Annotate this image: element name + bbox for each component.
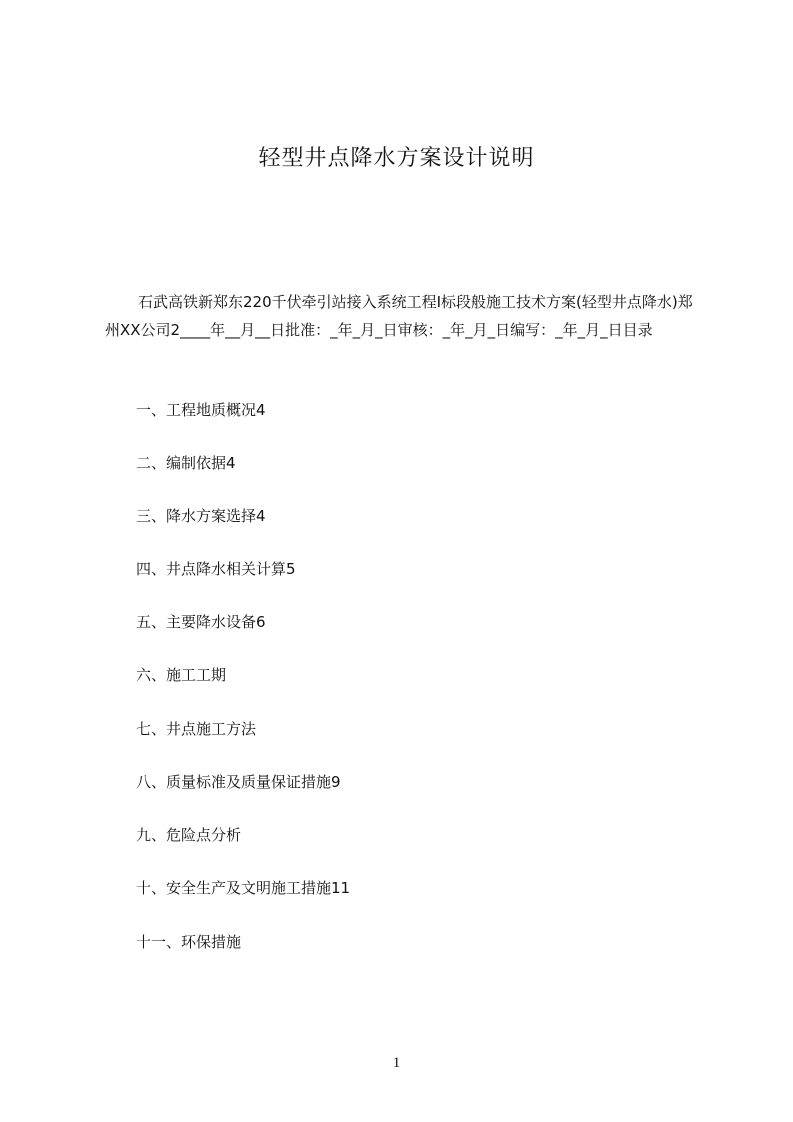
toc-item-basis: 二、编制依据4 xyxy=(136,454,236,472)
document-title: 轻型井点降水方案设计说明 xyxy=(258,146,535,171)
toc-item-construction-method: 七、井点施工方法 xyxy=(136,720,257,738)
toc-item-hazards: 九、危险点分析 xyxy=(136,826,242,844)
intro-paragraph: 石武高铁新郑东220千伏牵引站接入系统工程Ⅰ标段般施工技术方案(轻型井点降水)郑州XX公司2____年__月__日批准：_年_月_日审核：_年_月_日编写：_年_月_日目录 xyxy=(105,293,693,339)
toc-item-calculations: 四、井点降水相关计算5 xyxy=(136,560,296,578)
toc-item-schedule: 六、施工工期 xyxy=(136,666,227,684)
toc-item-geology: 一、工程地质概况4 xyxy=(136,401,266,419)
toc-item-safety: 十、安全生产及文明施工措施11 xyxy=(136,879,351,897)
toc-item-environment: 十一、环保措施 xyxy=(136,933,242,951)
toc-item-quality: 八、质量标准及质量保证措施9 xyxy=(136,773,341,791)
page-number: 1 xyxy=(392,1055,401,1071)
toc-item-scheme-selection: 三、降水方案选择4 xyxy=(136,507,266,525)
toc-item-equipment: 五、主要降水设备6 xyxy=(136,613,266,631)
